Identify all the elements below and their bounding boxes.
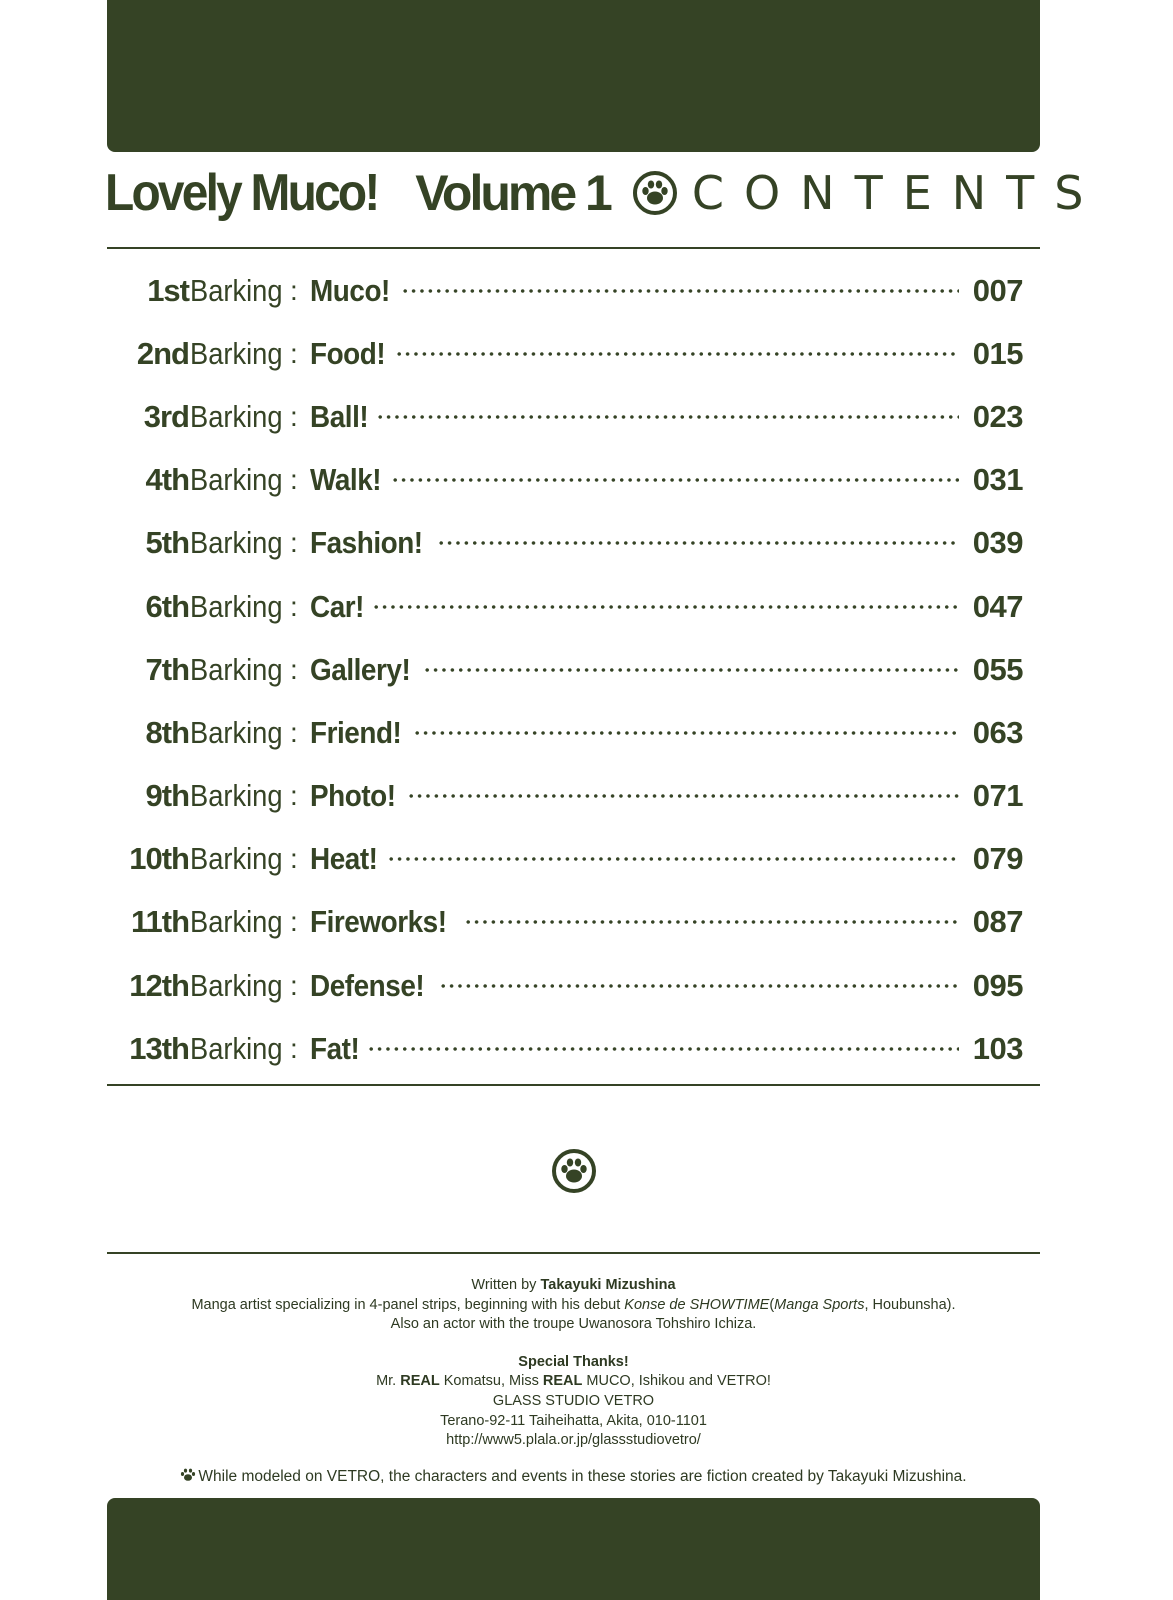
- real-label: REAL: [542, 1373, 583, 1390]
- toc-ordinal: 13th: [129, 1030, 189, 1066]
- bottom-color-band: [107, 1498, 1040, 1600]
- actor-line: Also an actor with the troupe Uwanosora Tohshiro Ichiza.: [390, 1316, 757, 1333]
- toc-chapter-title: Gallery!: [309, 651, 411, 687]
- toc-ordinal: 3rd: [143, 398, 189, 434]
- toc-row: [107, 828, 1023, 891]
- toc-row: [107, 1017, 1023, 1080]
- toc-row: [107, 701, 1023, 764]
- toc-barking-label: Barking: [190, 778, 283, 814]
- toc-chapter-title: Friend!: [309, 714, 402, 750]
- thanks-komatsu: Komatsu, Miss: [443, 1373, 539, 1390]
- toc-chapter-title: Ball!: [309, 398, 368, 434]
- thanks-rest: MUCO, Ishikou and VETRO!: [586, 1373, 771, 1390]
- toc-row: [107, 259, 1023, 322]
- written-by-label: Written by: [471, 1277, 537, 1293]
- disclaimer-text: While modeled on VETRO, the characters and events in these stories are fiction created by Takayuki Mizushina.: [198, 1468, 967, 1485]
- bio-prefix: Manga artist specializing in 4-panel strips, beginning with his debut: [191, 1296, 621, 1313]
- toc-ordinal: 7th: [145, 651, 189, 687]
- toc-barking-label: Barking: [190, 651, 283, 687]
- author-line: [107, 1276, 1040, 1296]
- toc-barking-label: Barking: [190, 904, 283, 940]
- toc-page-number: 063: [972, 714, 1023, 750]
- toc-colon: :: [290, 400, 298, 432]
- toc-ordinal: 8th: [145, 714, 189, 750]
- toc-row: [107, 765, 1023, 828]
- paw-print-icon: [551, 1148, 597, 1194]
- toc-dot-leader: [391, 478, 959, 482]
- toc-row: [107, 385, 1023, 448]
- toc-barking-label: Barking: [190, 525, 283, 561]
- toc-dot-leader: [423, 668, 959, 672]
- book-title: Lovely Muco!: [105, 164, 378, 222]
- toc-barking-label: Barking: [190, 588, 283, 624]
- toc-page-number: 095: [972, 967, 1023, 1003]
- contents-header: [105, 160, 1104, 226]
- paw-print-icon: [632, 170, 678, 216]
- contents-label: CONTENTS: [691, 166, 1104, 220]
- paw-print-icon: [180, 1468, 196, 1482]
- toc-row: [107, 891, 1023, 954]
- toc-page-number: 007: [972, 272, 1023, 308]
- toc-row: [107, 638, 1023, 701]
- special-thanks-heading: Special Thanks!: [518, 1353, 629, 1370]
- toc-barking-label: Barking: [190, 841, 283, 877]
- open-paren: (: [769, 1296, 775, 1313]
- toc-ordinal: 10th: [129, 841, 189, 877]
- toc-ordinal: 11th: [130, 904, 189, 940]
- thanks-mr: Mr.: [376, 1373, 397, 1390]
- toc-chapter-title: Fat!: [309, 1030, 360, 1066]
- toc-chapter-title: Muco!: [309, 272, 390, 308]
- studio-address: Terano-92-11 Taiheihatta, Akita, 010-1101: [440, 1412, 707, 1429]
- toc-page-number: 015: [972, 335, 1023, 371]
- toc-dot-leader: [376, 415, 959, 419]
- toc-page-number: 079: [972, 841, 1023, 877]
- toc-barking-label: Barking: [190, 714, 283, 750]
- credits-rule: [107, 1252, 1040, 1254]
- toc-row: [107, 322, 1023, 385]
- toc-page-number: 087: [972, 904, 1023, 940]
- toc-colon: :: [290, 464, 298, 496]
- toc-dot-leader: [401, 289, 959, 293]
- toc-chapter-title: Fashion!: [309, 525, 423, 561]
- toc-barking-label: Barking: [190, 967, 283, 1003]
- toc-dot-leader: [439, 984, 959, 988]
- toc-barking-label: Barking: [190, 272, 283, 308]
- thanks-line: [107, 1372, 1040, 1392]
- toc-chapter-title: Walk!: [309, 462, 381, 498]
- toc-chapter-title: Photo!: [309, 778, 396, 814]
- toc-barking-label: Barking: [190, 462, 283, 498]
- toc-colon: :: [290, 969, 298, 1001]
- toc-row: [107, 575, 1023, 638]
- toc-row: [107, 449, 1023, 512]
- toc-chapter-title: Car!: [309, 588, 364, 624]
- toc-barking-label: Barking: [190, 335, 283, 371]
- toc-dot-leader: [395, 352, 959, 356]
- toc-dot-leader: [387, 857, 959, 861]
- volume-label: Volume 1: [415, 165, 610, 221]
- toc-page-number: 047: [972, 588, 1023, 624]
- toc-colon: :: [290, 653, 298, 685]
- toc-barking-label: Barking: [190, 398, 283, 434]
- toc-chapter-title: Food!: [309, 335, 386, 371]
- toc-colon: :: [290, 337, 298, 369]
- toc-bottom-rule: [107, 1084, 1040, 1086]
- studio-url: http://www5.plala.or.jp/glassstudiovetro/: [446, 1432, 701, 1449]
- toc-row: [107, 954, 1023, 1017]
- studio-name: GLASS STUDIO VETRO: [492, 1392, 655, 1409]
- fiction-disclaimer: [107, 1468, 1040, 1486]
- publisher-suffix: , Houbunsha).: [864, 1296, 956, 1313]
- debut-title: Konse de SHOWTIME: [624, 1296, 770, 1313]
- toc-dot-leader: [372, 605, 959, 609]
- toc-ordinal: 5th: [145, 525, 189, 561]
- toc-dot-leader: [464, 920, 959, 924]
- toc-colon: :: [290, 906, 298, 938]
- toc-page-number: 055: [972, 651, 1023, 687]
- header-rule: [107, 247, 1040, 249]
- toc-page-number: 103: [972, 1030, 1023, 1066]
- toc-colon: :: [290, 590, 298, 622]
- toc-page-number: 023: [972, 398, 1023, 434]
- toc-chapter-title: Fireworks!: [309, 904, 447, 940]
- credits-block: [107, 1276, 1040, 1451]
- table-of-contents: [107, 259, 1023, 1080]
- toc-ordinal: 1st: [147, 272, 189, 308]
- toc-colon: :: [290, 716, 298, 748]
- top-color-band: [107, 0, 1040, 152]
- toc-colon: :: [290, 1032, 298, 1064]
- toc-page-number: 031: [972, 462, 1023, 498]
- toc-ordinal: 2nd: [136, 335, 189, 371]
- toc-colon: :: [290, 274, 298, 306]
- toc-dot-leader: [413, 731, 959, 735]
- toc-page-number: 039: [972, 525, 1023, 561]
- toc-ordinal: 6th: [145, 588, 189, 624]
- toc-chapter-title: Heat!: [309, 841, 378, 877]
- real-label: REAL: [400, 1373, 440, 1390]
- toc-colon: :: [290, 780, 298, 812]
- author-name: Takayuki Mizushina: [540, 1277, 676, 1293]
- magazine-title: Manga Sports: [774, 1296, 865, 1313]
- toc-ordinal: 4th: [145, 462, 189, 498]
- toc-row: [107, 512, 1023, 575]
- toc-dot-leader: [437, 541, 959, 545]
- toc-dot-leader: [367, 1047, 959, 1051]
- toc-barking-label: Barking: [190, 1030, 283, 1066]
- toc-page-number: 071: [972, 778, 1023, 814]
- toc-ordinal: 9th: [145, 778, 189, 814]
- toc-chapter-title: Defense!: [309, 967, 425, 1003]
- toc-dot-leader: [407, 794, 959, 798]
- toc-colon: :: [290, 527, 298, 559]
- author-bio: [107, 1296, 1040, 1316]
- toc-colon: :: [290, 843, 298, 875]
- toc-ordinal: 12th: [129, 967, 189, 1003]
